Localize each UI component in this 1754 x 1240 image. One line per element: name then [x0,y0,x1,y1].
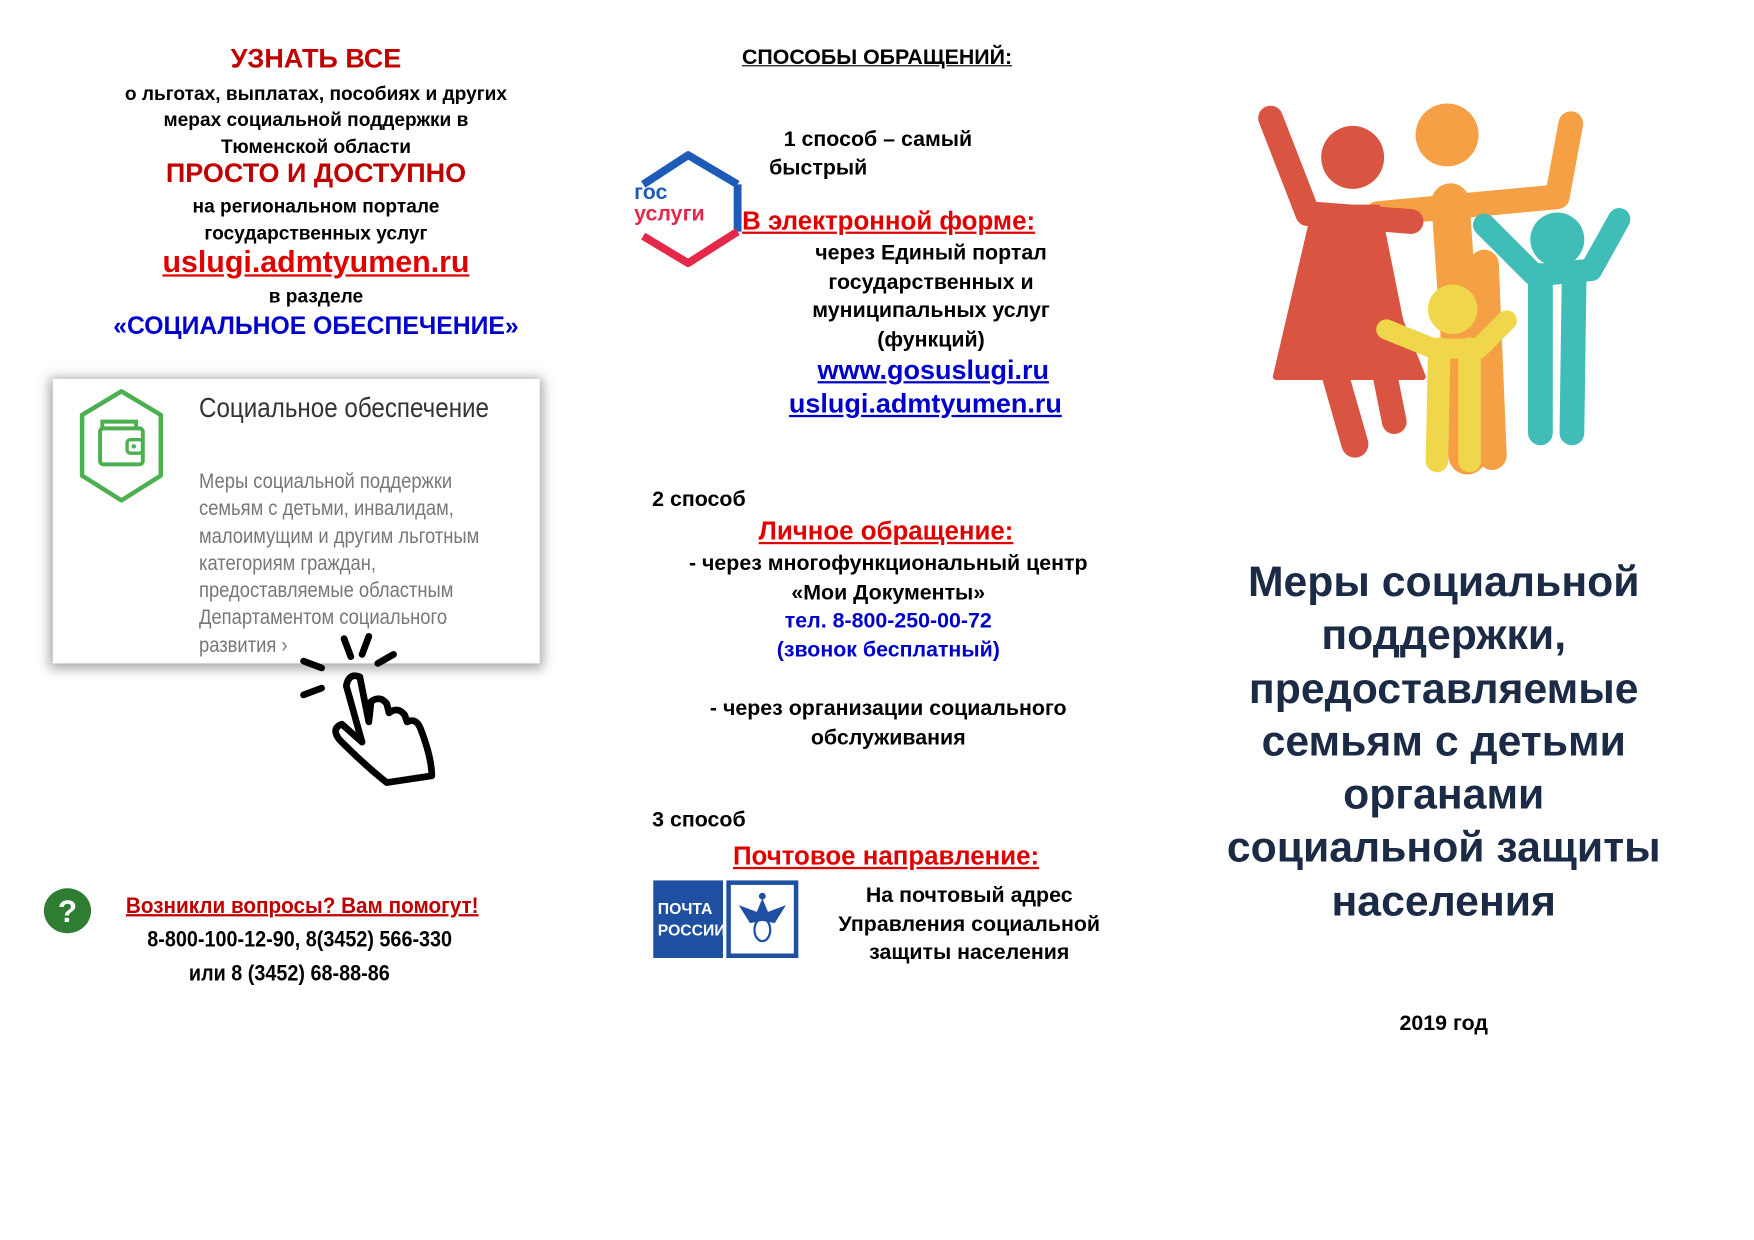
card-line: малоимущим и другим льготным [199,524,480,549]
title-line: Меры социальной [1247,558,1640,607]
title-line: поддержки, [1321,612,1567,660]
postal-line: На почтовый адрес [865,883,1073,908]
card-line: семьям с детьми, инвалидам, [199,497,454,521]
gosuslugi-logo [632,151,742,268]
pointing-hand-icon [299,632,443,787]
help-phones-2: или 8 (3452) 68-88-86 [188,961,390,987]
title-line: семьям с детьми [1261,718,1626,766]
way1-description [762,239,1099,354]
way1-line: через Единый портал [815,241,1047,266]
title-line: населения [1331,877,1556,926]
card-line: предоставляемые областным [199,579,454,603]
way1-title: В электронной форме: [742,205,1036,235]
post-logo-text: ПОЧТА [657,899,713,918]
way2-title: Личное обращение: [758,516,1014,546]
way1-line: (функций) [877,327,985,352]
intro-line: мерах социальной поддержки в [163,109,469,131]
question-icon [43,887,92,934]
russian-post-logo [653,880,798,958]
gosuslugi-logo-text: гос [634,181,668,205]
card-line: Меры социальной поддержки [199,469,453,494]
headline-simple: ПРОСТО И ДОСТУПНО [165,158,467,189]
section-intro: в разделе [268,285,364,307]
intro-line: о льготах, выплатах, пособиях и других [124,83,508,105]
way1-line: муниципальных услуг [812,299,1050,323]
postal-line: Управления социальной [838,912,1101,937]
portal-line: государственных услуг [204,222,428,244]
portal-line: на региональном портале [192,195,440,218]
way1-label-2: быстрый [769,156,868,180]
family-illustration [1254,96,1636,478]
way1-label: 1 способ – самый [783,128,973,152]
card-title: Социальное обеспечение [199,392,490,424]
post-logo-text: РОССИИ [657,920,726,939]
wallet-icon [78,388,166,505]
card-line: Департаментом социального [199,606,448,631]
intro-text [69,81,564,160]
gosuslugi-link[interactable]: www.gosuslugi.ru [817,355,1049,386]
way2-label: 2 способ [652,487,746,512]
title-line: социальной защиты [1226,824,1661,872]
way2-line: «Мои Документы» [791,580,986,605]
mfc-phone-note: (звонок бесплатный) [776,638,1000,662]
eagle-emblem-icon [734,889,790,950]
section-name: «СОЦИАЛЬНОЕ ОБЕСПЕЧЕНИЕ» [113,311,519,340]
social-support-card[interactable] [53,379,540,663]
gosuslugi-logo-text: услуги [634,202,705,227]
intro-line: Тюменской области [220,135,411,157]
way2-line: - через организации социального [709,697,1067,721]
headline-learn-all: УЗНАТЬ ВСЕ [230,43,402,75]
brochure-title [1192,557,1696,929]
help-phones: 8-800-100-12-90, 8(3452) 566-330 [147,927,453,953]
card-line: категориям граждан, [199,551,377,576]
way1-line: государственных и [828,270,1034,295]
portal-text [91,193,541,247]
ways-heading: СПОСОБЫ ОБРАЩЕНИЙ: [741,46,1013,70]
postal-line: защиты населения [869,941,1070,966]
way2-line: обслуживания [810,725,966,750]
way3-label: 3 способ [652,808,746,833]
way3-title: Почтовое направление: [732,841,1040,871]
title-line: предоставляемые [1248,665,1639,713]
postal-address [801,882,1138,969]
portal-link[interactable]: uslugi.admtyumen.ru [162,245,470,279]
way2-line: - через многофункциональный центр [688,552,1088,576]
help-heading: Возникли вопросы? Вам помогут! [125,893,479,919]
title-line: органами [1343,771,1545,819]
admtyumen-link[interactable]: uslugi.admtyumen.ru [788,389,1062,420]
year: 2019 год [1399,1011,1488,1036]
way2-organizations [630,695,1147,752]
card-line: развития › [199,633,288,658]
way2-mfc [630,550,1147,665]
svg-text:?: ? [57,894,78,930]
mfc-phone: тел. 8-800-250-00-72 [784,609,992,634]
